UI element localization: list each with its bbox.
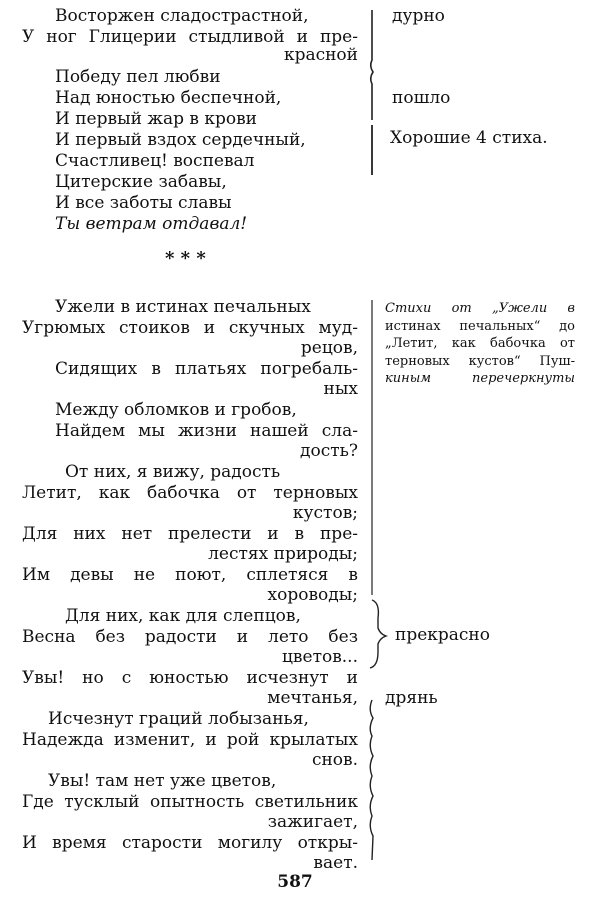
verse-line: вает. [313, 853, 358, 873]
verse-line: Над юностью беспечной, [55, 88, 282, 108]
verse-line: От них, я вижу, радость [65, 462, 281, 482]
verse-line: И все заботы славы [55, 193, 232, 213]
verse-line: Для них нет прелести и в пре- [22, 524, 358, 544]
verse-line: лестях природы; [208, 544, 358, 564]
verse-line: Летит, как бабочка от терновых [22, 483, 358, 503]
verse-line: Весна без радости и лето без [22, 627, 358, 647]
verse-line: Восторжен сладострастной, [55, 6, 309, 26]
verse-line: Цитерские забавы, [55, 172, 227, 192]
verse-line: Счастливец! воспевал [55, 151, 255, 171]
verse-line: Сидящих в платьях погребаль- [55, 359, 358, 379]
verse-line: красной [283, 45, 358, 65]
section-separator: * * * [165, 248, 206, 269]
verse-line: И первый вздох сердечный, [55, 130, 306, 150]
verse-line: дость? [300, 441, 358, 461]
side-note-line: терновых кустов“ Пуш- [385, 353, 575, 369]
verse-line: ных [323, 379, 358, 399]
verse-line: рецов, [300, 338, 358, 358]
margin-note-good-verses: Хорошие 4 стиха. [390, 128, 548, 148]
margin-note-poshlo: пошло [392, 88, 451, 108]
margin-note-dryan: дрянь [385, 688, 438, 708]
verse-line: Увы! там нет уже цветов, [48, 771, 277, 791]
verse-line: Надежда изменит, и рой крылатых [22, 730, 358, 750]
verse-line: мечтанья, [267, 688, 358, 708]
verse-line: Найдем мы жизни нашей сла- [55, 421, 358, 441]
margin-note-durno: дурно [392, 6, 445, 26]
verse-line: И первый жар в крови [55, 109, 258, 129]
editorial-side-note [385, 300, 575, 388]
verse-line: кустов; [292, 503, 358, 523]
side-note-line: киным перечеркнуты [385, 371, 575, 386]
verse-line: снов. [311, 750, 358, 770]
verse-line: Победу пел любви [55, 67, 221, 87]
verse-line: Для них, как для слепцов, [65, 606, 301, 626]
side-note-line: „Летит, как бабочка от [385, 336, 575, 351]
verse-line: Увы! но с юностью исчезнут и [22, 668, 358, 688]
verse-line: Ты ветрам отдавал! [55, 214, 248, 234]
verse-line: У ног Глицерии стыдливой и пре- [22, 27, 358, 47]
verse-line: Ужели в истинах печальных [55, 297, 311, 317]
side-note-line: истинах печальных“ до [385, 318, 575, 334]
verse-line: Угрюмых стоиков и скучных муд- [22, 318, 358, 338]
verse-line: зажигает, [267, 812, 358, 832]
verse-line: Между обломков и гробов, [55, 400, 297, 420]
margin-note-prekrasno: прекрасно [395, 625, 491, 645]
verse-line: И время старости могилу откры- [22, 833, 358, 853]
page-number: 587 [277, 872, 313, 892]
verse-line: Им девы не поют, сплетяся в [22, 565, 358, 585]
verse-line: хороводы; [267, 585, 358, 605]
verse-line: цветов... [282, 647, 358, 667]
side-note-line: Стихи от „Ужели в [385, 301, 575, 316]
verse-line: Исчезнут граций лобызанья, [48, 709, 309, 729]
verse-line: Где тусклый опытность светильник [22, 792, 358, 812]
